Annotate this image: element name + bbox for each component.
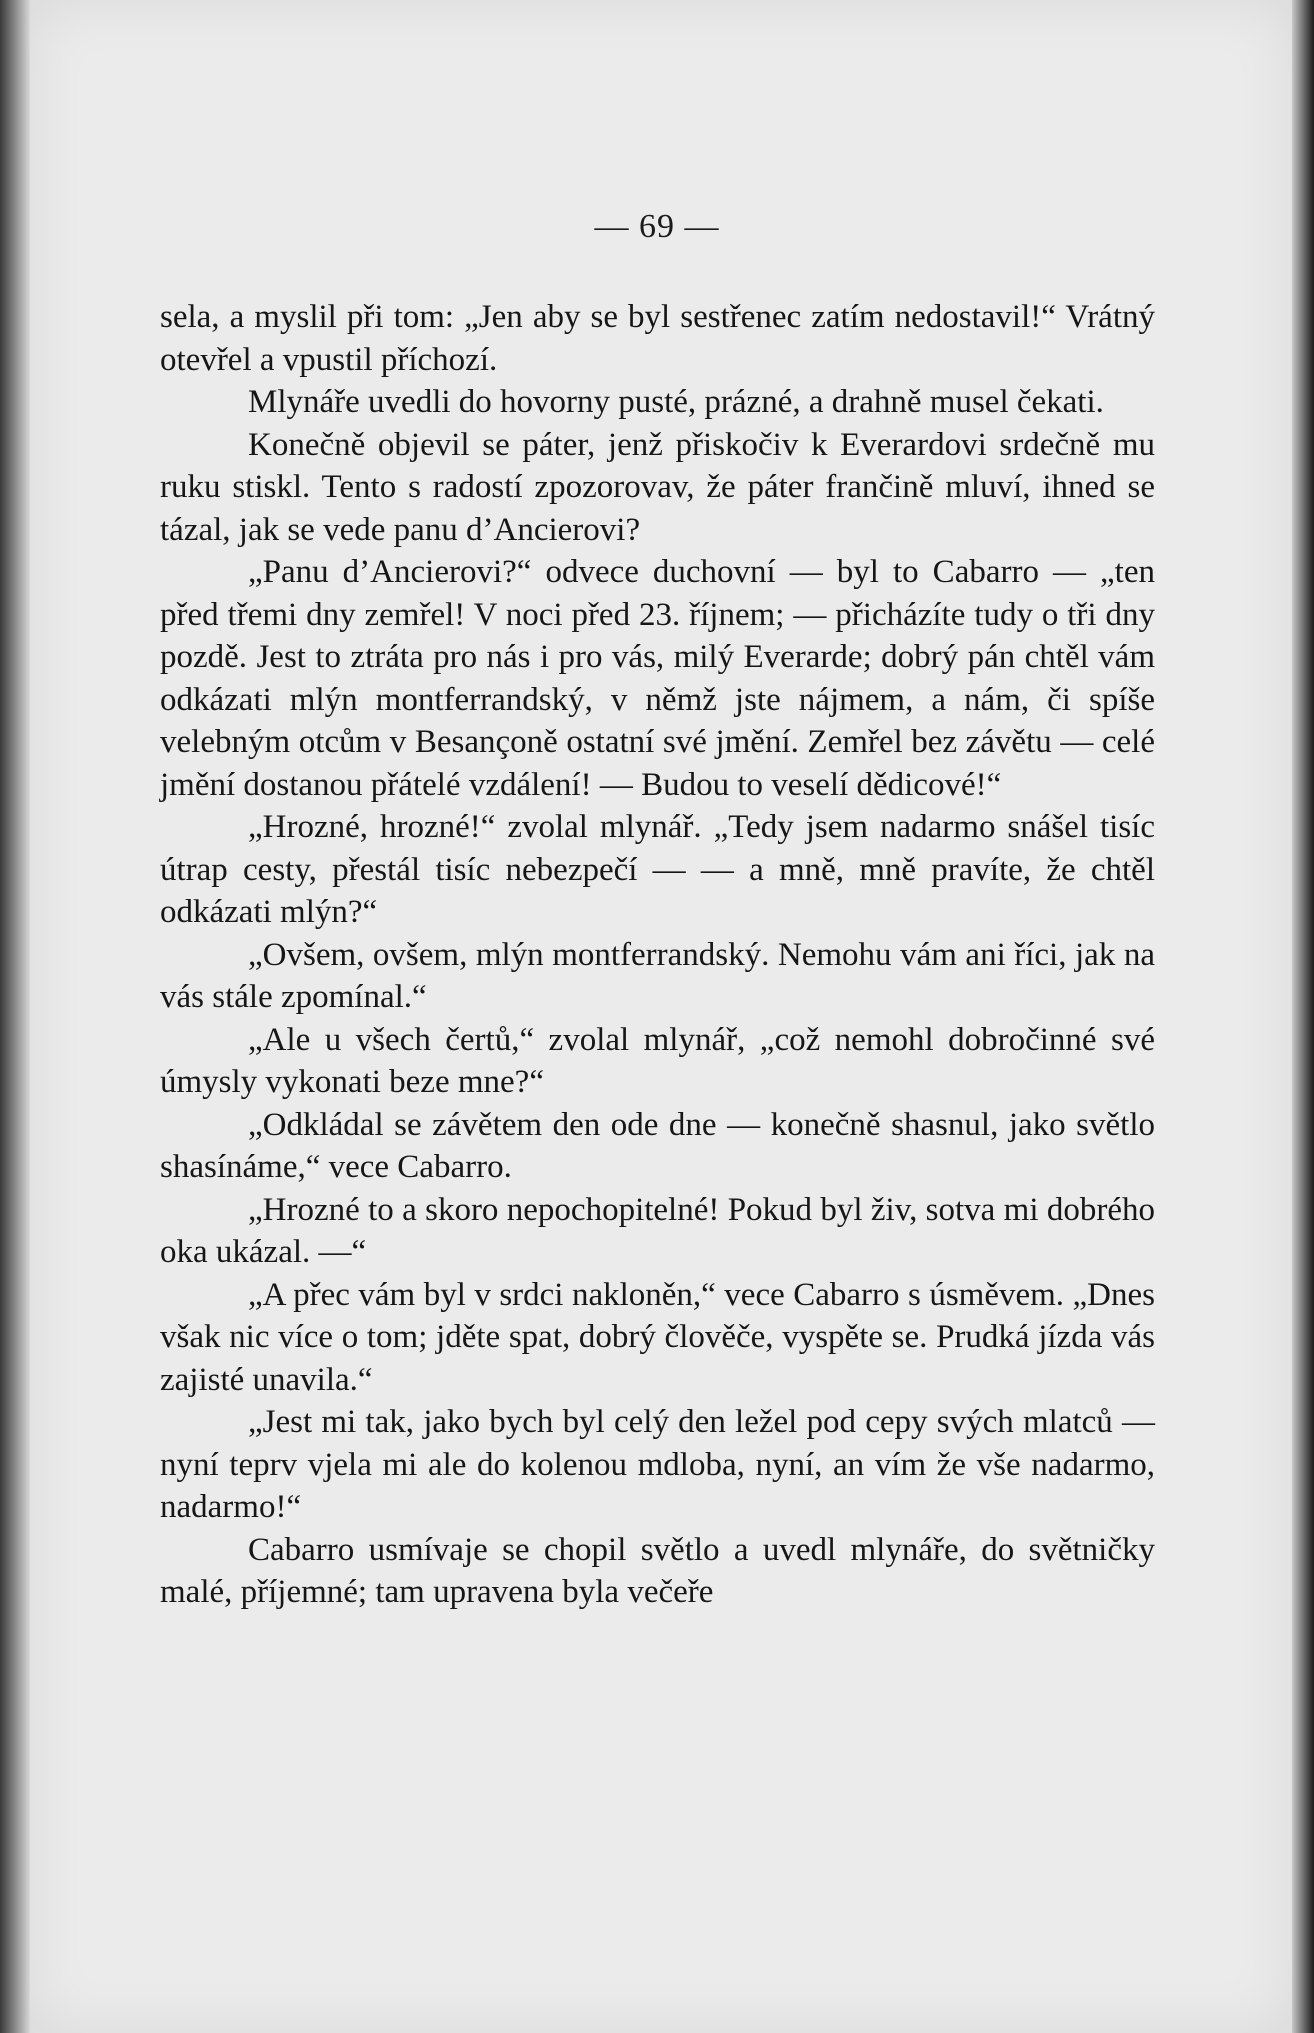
page-right-edge xyxy=(1292,0,1314,2033)
paragraph: Cabarro usmívaje se chopil světlo a uvedl mlynáře, do světničky malé, příjemné; tam upravena byla večeře xyxy=(160,1531,1155,1610)
paragraph: „Odkládal se závětem den ode dne — konečně shasnul, jako světlo shasínáme,“ vece Cabarro. xyxy=(160,1106,1155,1185)
paragraph: „Ale u všech čertů,“ zvolal mlynář, „což nemohl dobročinné své úmysly vykonati beze mne?“ xyxy=(160,1021,1155,1100)
paragraph: sela, a myslil při tom: „Jen aby se byl sestřenec zatím nedostavil!“ Vrátný otevřel a vpustil příchozí. xyxy=(160,299,1155,378)
paragraph: „Panu d’Ancierovi?“ odvece duchovní — byl to Cabarro — „ten před třemi dny zemřel! V noci před 23. říjnem; — přicházíte tudy o tři dny pozdě. Jest to ztráta pro nás i pro vás, milý Everarde; dobrý pán chtěl vám odkázati mlýn montferrandský, v němž jste nájmem, a nám, či spíše velebným otcům v Besançoně ostatní své jmění. Zemřel bez závětu — celé jmění dostanou přátelé vzdálení! — Budou to veselí dědicové!“ xyxy=(160,554,1155,803)
paragraph: „Hrozné to a skoro nepochopitelné! Pokud byl živ, sotva mi dobrého oka ukázal. —“ xyxy=(160,1191,1155,1270)
paragraph: „Jest mi tak, jako bych byl celý den ležel pod cepy svých mlatců — nyní teprv vjela mi ale do kolenou mdloba, nyní, an vím že vše nadarmo, nadarmo!“ xyxy=(160,1404,1155,1525)
paragraph: „A přec vám byl v srdci nakloněn,“ vece Cabarro s úsměvem. „Dnes však nic více o tom; jděte spat, dobrý člověče, vyspěte se. Prudká jízda vás zajisté unavila.“ xyxy=(160,1276,1155,1398)
body-text xyxy=(160,296,1155,1614)
paragraph: „Hrozné, hrozné!“ zvolal mlynář. „Tedy jsem nadarmo snášel tisíc útrap cesty, přestál tisíc nebezpečí — — a mně, mně pravíte, že chtěl odkázati mlýn?“ xyxy=(160,809,1155,930)
paragraph: Konečně objevil se páter, jenž přiskočiv k Everardovi srdečně mu ruku stiskl. Tento s radostí zpozorovav, že páter frančině mluví, ihned se tázal, jak se vede panu d’Ancierovi? xyxy=(160,426,1155,548)
paragraph: „Ovšem, ovšem, mlýn montferrandský. Nemohu vám ani říci, jak na vás stále zpomínal.“ xyxy=(160,936,1155,1015)
page-number: — 69 — xyxy=(594,208,720,245)
paragraph: Mlynáře uvedli do hovorny pusté, prázné, a drahně musel čekati. xyxy=(248,384,1104,420)
page-left-edge xyxy=(0,0,30,2033)
